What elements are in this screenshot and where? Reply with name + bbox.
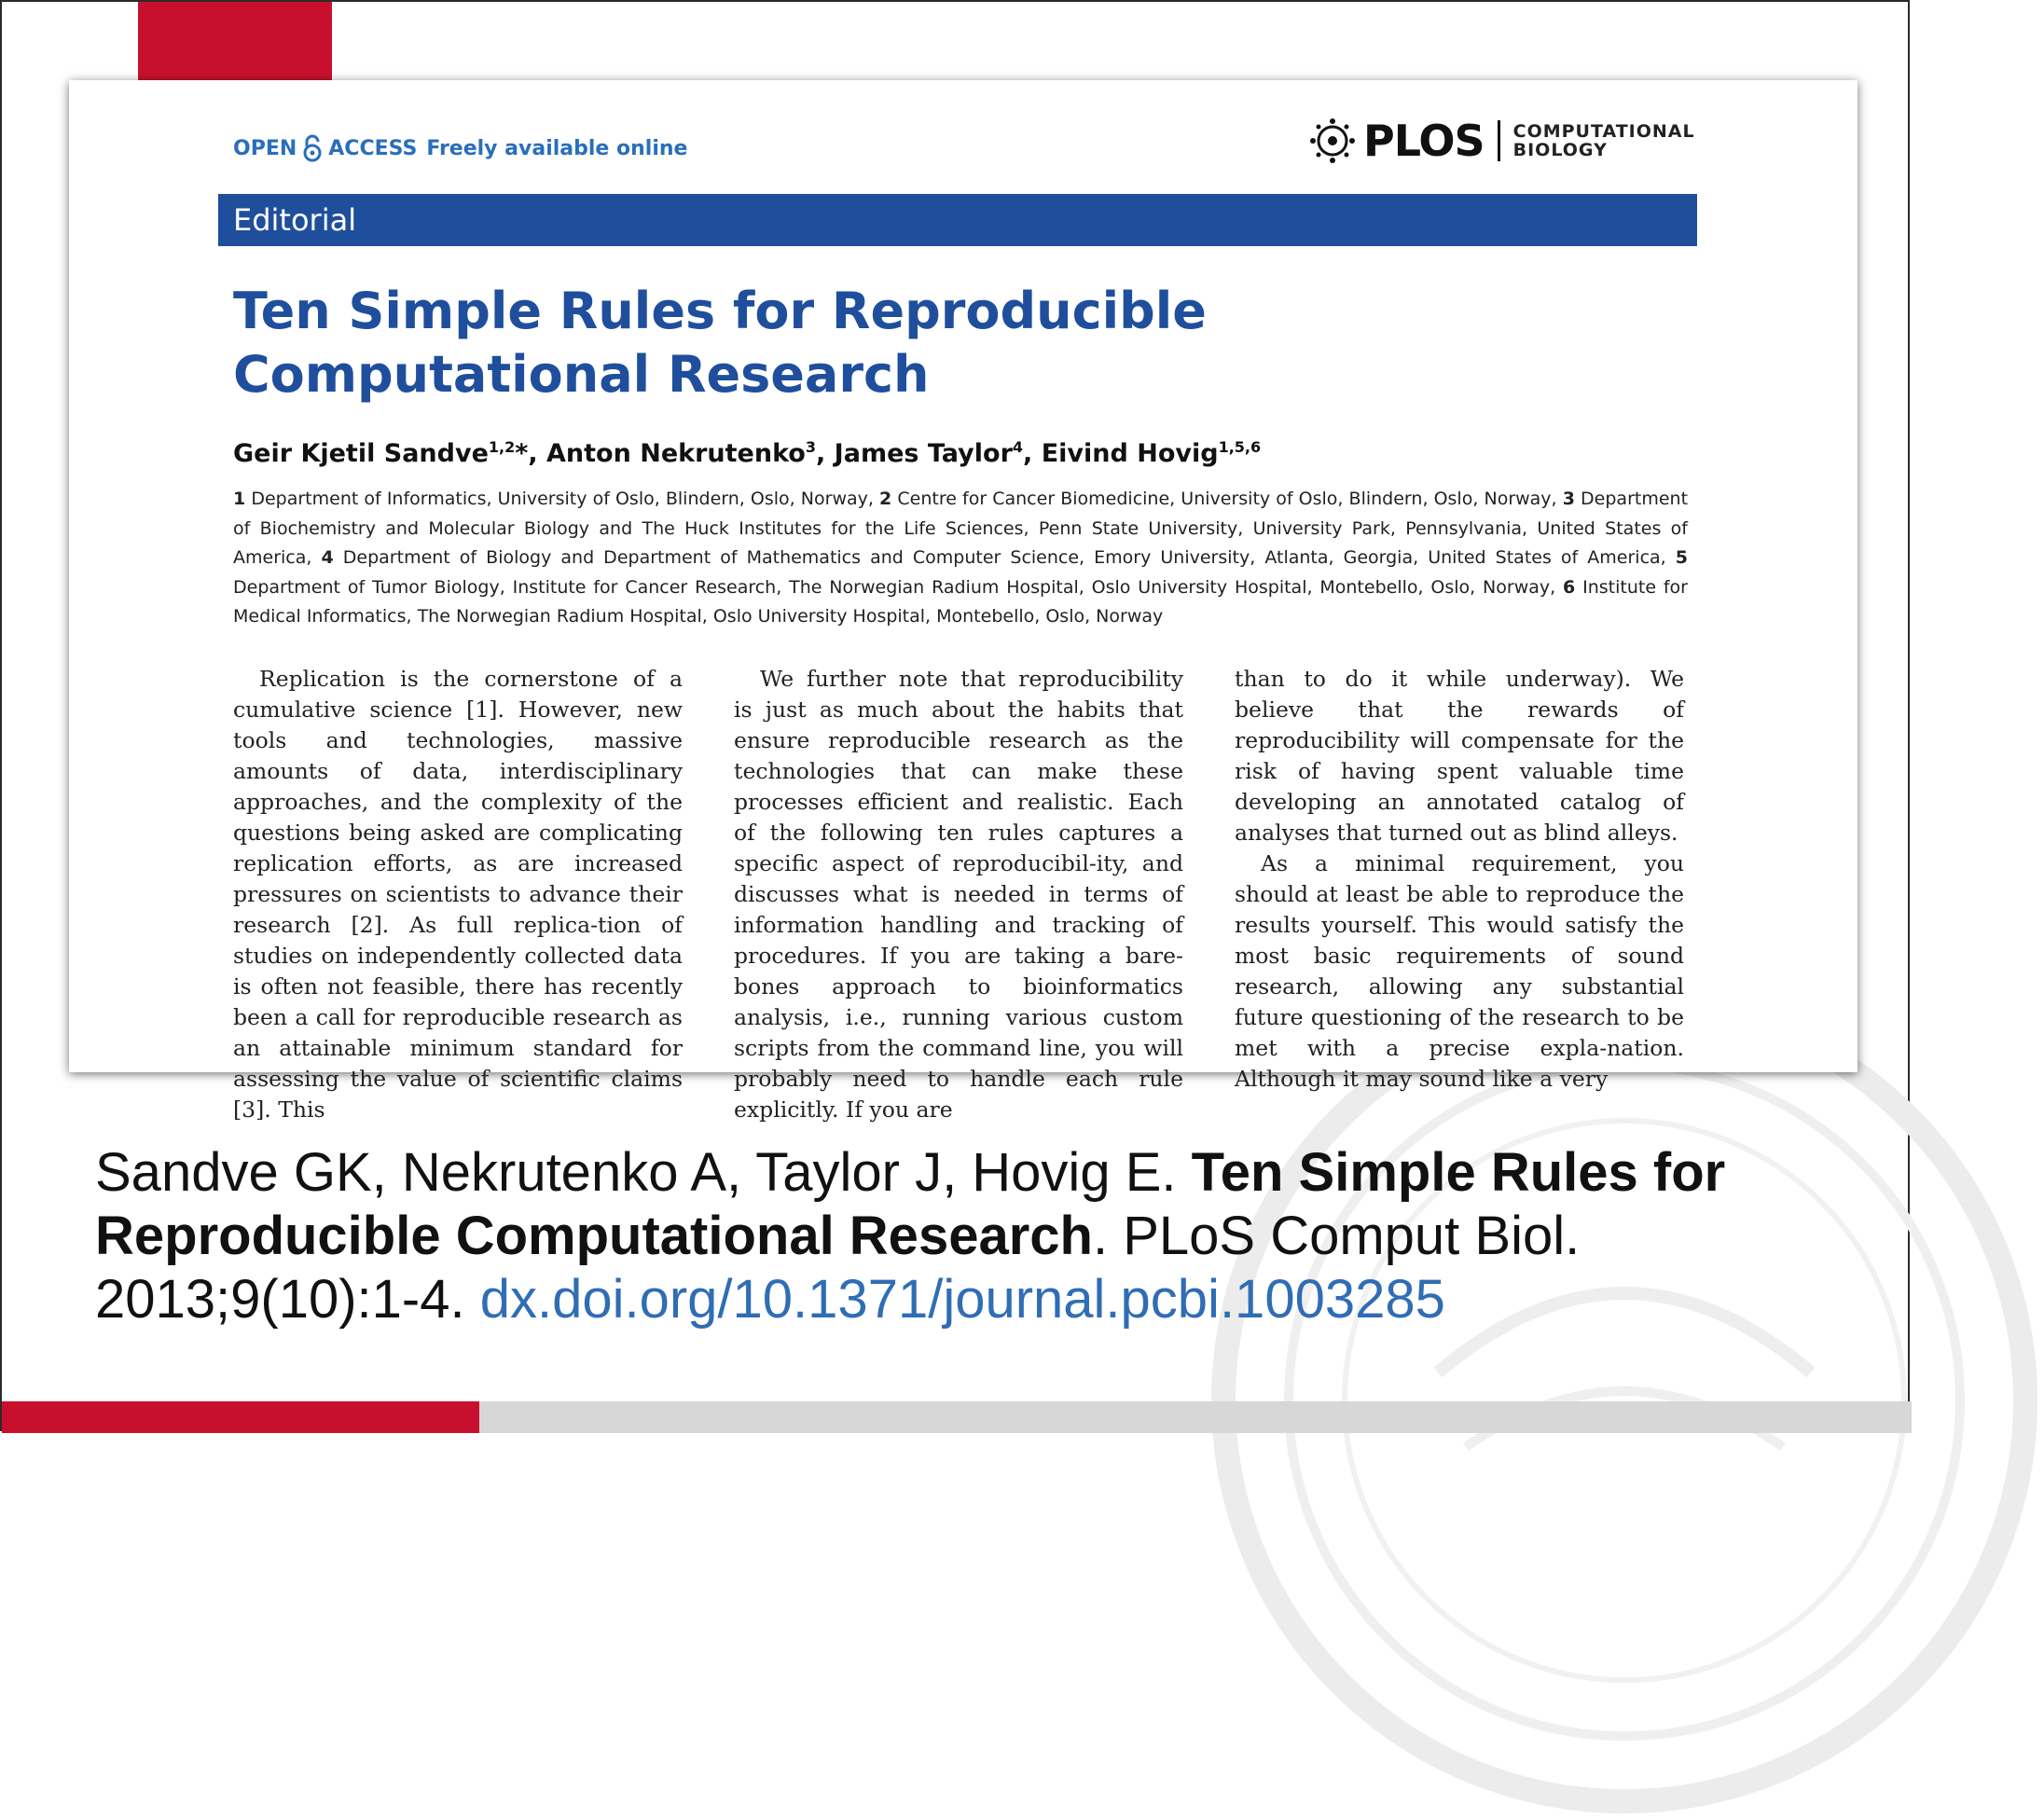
author-affiliation: 3 [805, 438, 816, 456]
section-band: Editorial [218, 194, 1697, 246]
citation-title: Ten Simple Rules for Reproducible Computational Research [95, 1142, 1726, 1266]
affiliation-text: Department of Biology and Department of Mathematics and Computer Science, Emory University, Atlanta, Georgia, United States of America, [342, 547, 1676, 568]
body-paragraph: We further note that reproducibility is just as much about the habits that ensure reproducible research as the technologies that can make these processes efficient and realistic. Each of the following ten rules captures a specific aspect of reproducibil-ity, and discusses what is needed in terms of information handling and tracking of procedures. If you are taking a bare-bones approach to bioinformatics analysis, i.e., running various custom scripts from the command line, you will probably need to handle each rule explicitly. If you are [734, 666, 1183, 1123]
top-red-accent-bar [138, 2, 332, 82]
citation [95, 1141, 1848, 1331]
author-list [233, 438, 1261, 468]
author-affiliation: 1,5,6 [1218, 438, 1262, 456]
body-paragraph: than to do it while underway). We believe that the rewards of reproducibility will compensate for the risk of having spent valuable time developing an annotated catalog of analyses that turned out as blind alleys. [1235, 666, 1684, 846]
access-label: ACCESS [328, 136, 418, 160]
affiliation-number: 2 [879, 489, 892, 509]
doi-link[interactable]: dx.doi.org/10.1371/journal.pcbi.1003285 [479, 1269, 1445, 1330]
affiliation-text: Institute for Medical Informatics, The Norwegian Radium Hospital, Oslo University Hospital, Montebello, Oslo, Norway [233, 576, 1688, 627]
author-separator: , [816, 439, 835, 468]
citation-journal: . PLoS Comput Biol. 2013;9(10):1-4. [95, 1206, 1581, 1330]
affiliations [233, 485, 1688, 632]
affiliation-text: Department of Informatics, University of Oslo, Blindern, Oslo, Norway, [251, 489, 880, 509]
open-label: OPEN [233, 136, 297, 160]
paper-screenshot [69, 80, 1858, 1123]
author-separator: , [528, 439, 547, 468]
body-column-3 [1235, 664, 1684, 1095]
plos-logo [1309, 116, 1695, 166]
author-separator: , [1023, 439, 1042, 468]
affiliation-number: 3 [1562, 489, 1575, 509]
journal-name [1513, 122, 1695, 159]
freely-available-label: Freely available online [426, 136, 688, 160]
author-name: Geir Kjetil Sandve [233, 439, 489, 468]
journal-name-line2: BIOLOGY [1512, 140, 1608, 160]
corresponding-mark: * [515, 439, 529, 468]
affiliation-text: Centre for Cancer Biomedicine, University of Oslo, Blindern, Oslo, Norway, [897, 489, 1563, 509]
author-name: James Taylor [834, 439, 1013, 468]
author-name: Anton Nekrutenko [546, 439, 806, 468]
open-access-badge [233, 134, 687, 162]
paper-title: Ten Simple Rules for Reproducible Computational Research [233, 282, 1207, 404]
author-name: Eivind Hovig [1041, 439, 1219, 468]
body-column-2 [734, 664, 1183, 1125]
affiliation-number: 6 [1563, 576, 1576, 598]
body-paragraph: As a minimal requirement, you should at least be able to reproduce the results yourself. This would satisfy the most basic requirements of sound research, allowing any substantial future questioning of the research to be met with a precise expla-nation. Although it may sound like a very [1235, 850, 1684, 1092]
affiliation-number: 1 [233, 489, 246, 509]
body-paragraph: Replication is the cornerstone of a cumulative science [1]. However, new tools and technologies, massive amounts of data, interdisciplinary approaches, and the complexity of the questions being asked are complicating replication efforts, as are increased pressures on scientists to advance their research [2]. As full replica-tion of studies on independently collected data is often not feasible, there has recently been a call for reproducible research as an attainable minimum standard for assessing the value of scientific claims [3]. This [233, 666, 683, 1123]
affiliation-text: Department of Tumor Biology, Institute for Cancer Research, The Norwegian Radium Hospital, Oslo University Hospital, Montebello, Oslo, Norway, [233, 576, 1564, 598]
plos-wordmark: PLOS [1363, 116, 1485, 166]
university-seal-watermark [1205, 981, 2044, 1820]
bottom-red-accent-bar [2, 1401, 479, 1433]
affiliation-number: 5 [1675, 547, 1688, 568]
affiliation-number: 4 [321, 547, 334, 568]
logo-divider [1498, 120, 1500, 161]
author-affiliation: 1,2 [488, 438, 516, 456]
journal-name-line1: COMPUTATIONAL [1512, 121, 1695, 142]
author-affiliation: 4 [1012, 438, 1024, 456]
open-access-lock-icon [302, 134, 323, 162]
body-column-1 [233, 664, 683, 1125]
affiliation-text: Department of Biochemistry and Molecular Biology and The Huck Institutes for the Life Sciences, Penn State University, University Park, Pennsylvania, United States of America, [233, 489, 1689, 568]
citation-authors: Sandve GK, Nekrutenko A, Taylor J, Hovig E. [95, 1142, 1192, 1203]
plos-logo-icon [1309, 117, 1356, 164]
